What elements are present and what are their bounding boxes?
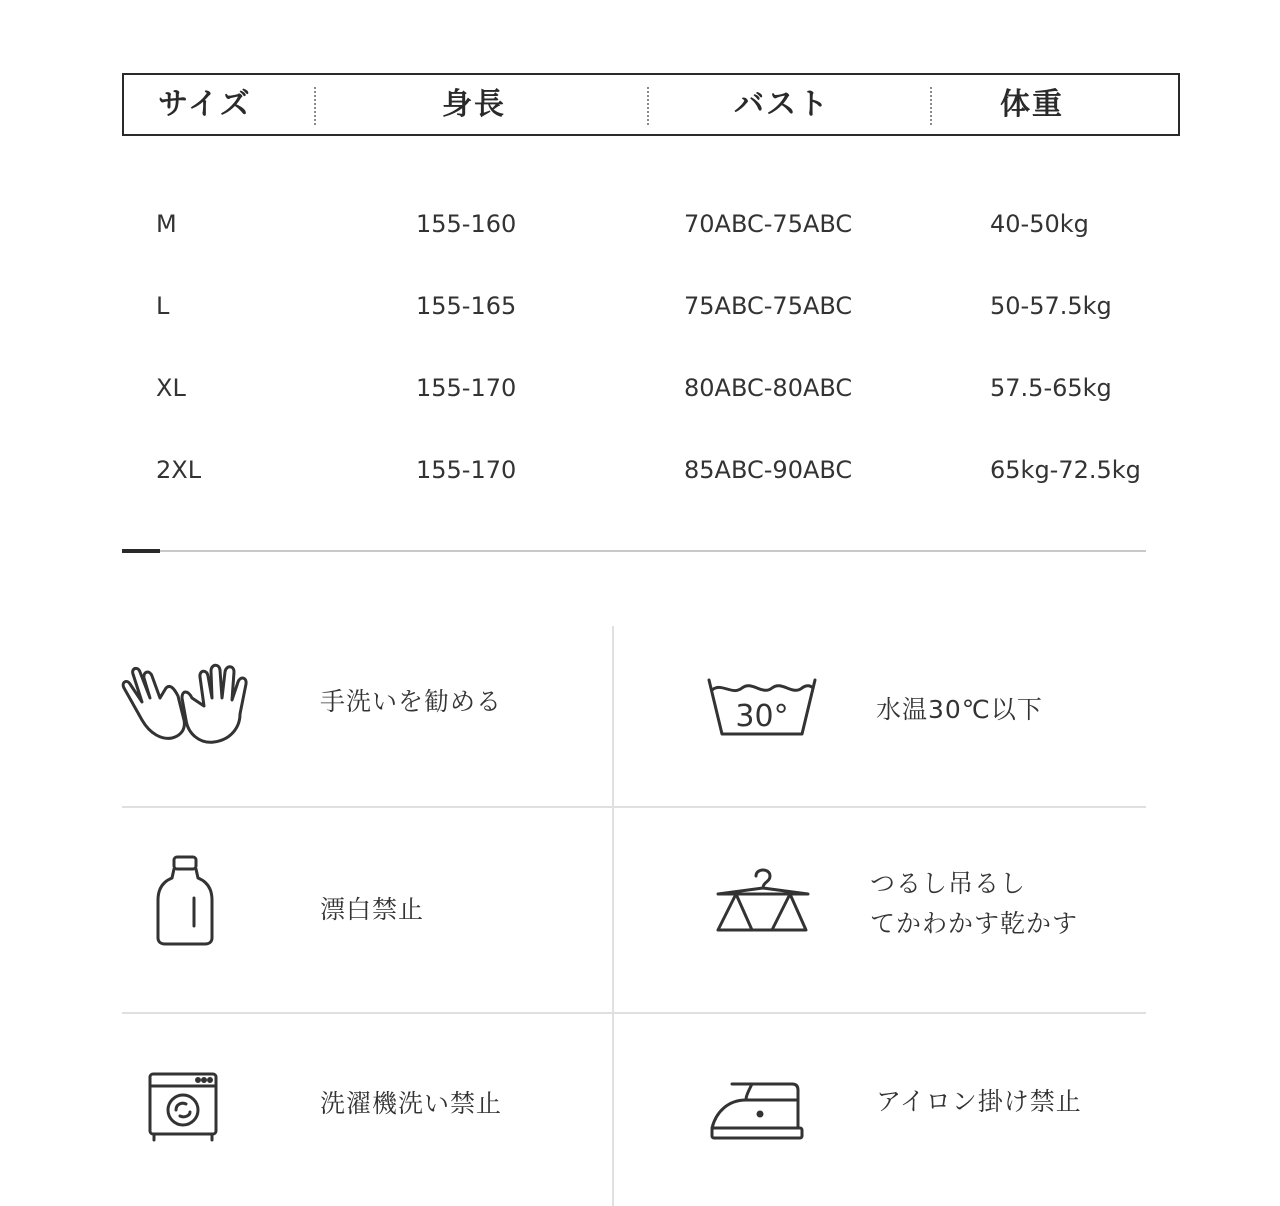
wash-temperature-text: 30° <box>735 699 789 734</box>
care-label-line1: つるし吊るし <box>870 869 1027 898</box>
header-weight: 体重 <box>1000 87 1064 122</box>
bust-cell: 80ABC-80ABC <box>684 374 853 402</box>
wash-temperature-icon <box>706 676 818 738</box>
size-cell: XL <box>156 374 186 402</box>
care-grid-horizontal-line <box>122 806 1146 808</box>
size-cell: L <box>156 292 170 320</box>
care-grid-vertical-line <box>612 626 614 1206</box>
header-size: サイズ <box>158 87 252 122</box>
weight-cell: 50-57.5kg <box>990 292 1112 320</box>
table-row <box>0 286 1280 326</box>
care-label: 水温30℃以下 <box>876 695 1043 724</box>
bleach-bottle-icon <box>154 854 216 948</box>
header-separator <box>930 87 932 125</box>
size-cell: M <box>156 210 177 238</box>
weight-cell: 40-50kg <box>990 210 1089 238</box>
table-row <box>0 204 1280 244</box>
weight-cell: 57.5-65kg <box>990 374 1112 402</box>
bust-cell: 75ABC-75ABC <box>684 292 853 320</box>
height-cell: 155-170 <box>416 456 517 484</box>
weight-cell: 65kg-72.5kg <box>990 456 1141 484</box>
table-row <box>0 368 1280 408</box>
divider-accent <box>122 549 160 553</box>
care-label: 手洗いを勧める <box>320 687 503 716</box>
section-divider <box>122 550 1146 552</box>
bust-cell: 85ABC-90ABC <box>684 456 853 484</box>
care-label: アイロン掛け禁止 <box>876 1087 1082 1116</box>
header-height: 身長 <box>442 87 506 122</box>
header-separator <box>314 87 316 125</box>
header-separator <box>647 87 649 125</box>
size-cell: 2XL <box>156 456 202 484</box>
iron-icon <box>708 1076 806 1144</box>
hanger-icon <box>714 864 812 938</box>
header-bust: バスト <box>734 87 830 122</box>
washing-machine-icon <box>146 1070 220 1144</box>
care-label: 洗濯機洗い禁止 <box>320 1089 503 1118</box>
hand-wash-icon <box>120 662 250 748</box>
height-cell: 155-170 <box>416 374 517 402</box>
care-label: 漂白禁止 <box>320 895 425 924</box>
size-table-header <box>122 73 1180 136</box>
care-grid-horizontal-line <box>122 1012 1146 1014</box>
table-row <box>0 450 1280 490</box>
care-label-line2: てかわかす乾かす <box>870 909 1079 938</box>
height-cell: 155-160 <box>416 210 517 238</box>
bust-cell: 70ABC-75ABC <box>684 210 853 238</box>
height-cell: 155-165 <box>416 292 517 320</box>
